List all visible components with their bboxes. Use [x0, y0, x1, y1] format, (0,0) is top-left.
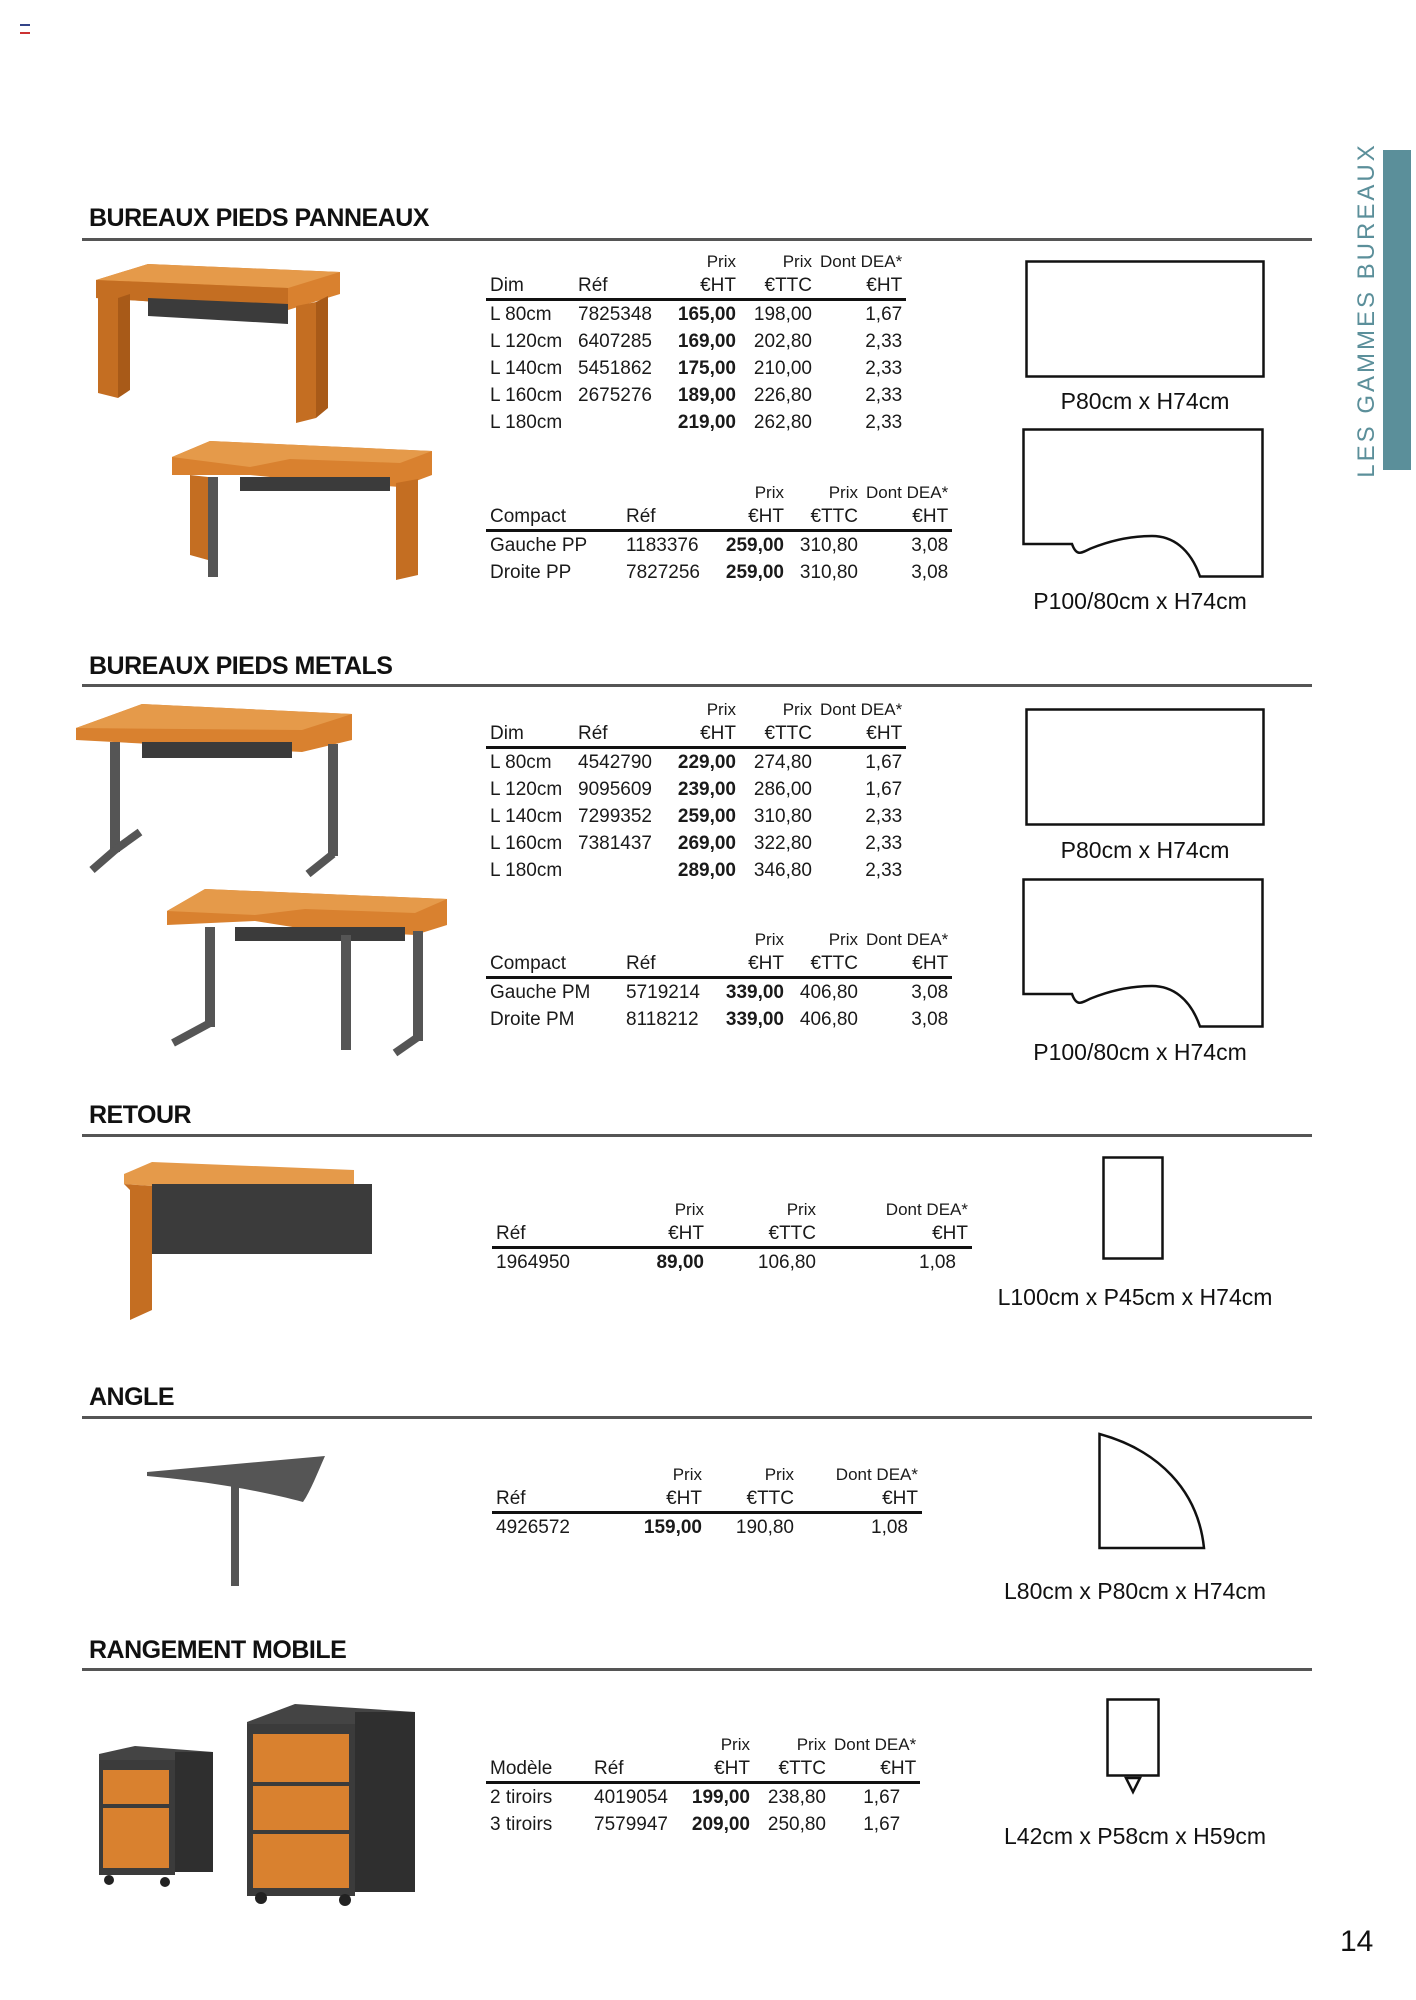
section-rule [82, 684, 1312, 687]
compact-desk-diagram [1022, 428, 1264, 578]
section-rule [82, 1416, 1312, 1419]
rangement-photo [95, 1700, 425, 1910]
table-row: L 140cm 5451862 175,00 210,00 2,33 [490, 358, 903, 379]
price-table-panneaux-compact: Prix Prix Dont DEA* Compact Réf €HT €TTC €HT Gauche PP 1183376 259,00 310,80 3,08 Droite PP 7827256 259,00 310,80 3,08 [486, 481, 952, 586]
retour-photo [122, 1160, 377, 1330]
table-row: Droite PM 8118212 339,00 406,80 3,08 [490, 1009, 949, 1030]
desk-compact-panneaux-photo [170, 435, 440, 585]
table-row: 3 tiroirs 7579947 209,00 250,80 1,67 [490, 1814, 901, 1835]
retour-diagram [1102, 1156, 1164, 1260]
price-table-metals-compact: Prix Prix Dont DEA* Compact Réf €HT €TTC €HT Gauche PM 5719214 339,00 406,80 3,08 Droite PM 8118212 339,00 406,80 3,08 [486, 928, 952, 1033]
rect-desk-diagram [1025, 260, 1265, 378]
table-row: L 120cm 9095609 239,00 286,00 1,67 [490, 779, 903, 800]
rect-desk-diagram [1025, 708, 1265, 826]
section-title-metals: BUREAUX PIEDS METALS [89, 652, 393, 680]
desk-metals-photo [72, 700, 362, 880]
price-table-panneaux: Prix Prix Dont DEA* Dim Réf €HT €TTC €HT L 80cm 7825348 165,00 198,00 1,67 L 120cm 6407285 169,00 202,80 2,33 L 140cm 5451862 175,00 210,00 2,33 L 160cm 2675276 189,00 226,80 2,33 L 180cm 219,00 262,80 2,33 [486, 250, 906, 436]
section-title-angle: ANGLE [89, 1383, 174, 1411]
corner-mark [20, 24, 30, 34]
table-row: L 80cm 4542790 229,00 274,80 1,67 [490, 752, 903, 773]
sidebar-tab [1383, 150, 1411, 470]
rangement-diagram [1106, 1698, 1162, 1796]
table-row: L 120cm 6407285 169,00 202,80 2,33 [490, 331, 903, 352]
dim-label: L42cm x P58cm x H59cm [1003, 1823, 1267, 1849]
section-title-retour: RETOUR [89, 1101, 192, 1129]
table-row: Gauche PP 1183376 259,00 310,80 3,08 [490, 535, 949, 556]
price-table-rangement: Prix Prix Dont DEA* Modèle Réf €HT €TTC €HT 2 tiroirs 4019054 199,00 238,80 1,67 3 tiroirs 7579947 209,00 250,80 1,67 [486, 1733, 920, 1838]
section-rule [82, 1134, 1312, 1137]
angle-diagram [1098, 1432, 1208, 1550]
table-row: L 80cm 7825348 165,00 198,00 1,67 [490, 304, 903, 325]
page-number: 14 [1340, 1925, 1374, 1958]
table-row: L 160cm 2675276 189,00 226,80 2,33 [490, 385, 903, 406]
table-row: L 180cm 219,00 262,80 2,33 [490, 412, 903, 433]
dim-label: P100/80cm x H74cm [1033, 1039, 1247, 1065]
section-title-rangement: RANGEMENT MOBILE [89, 1636, 347, 1664]
angle-photo [145, 1450, 335, 1590]
dim-label: P100/80cm x H74cm [1033, 588, 1247, 614]
desk-panneaux-photo [88, 258, 353, 428]
table-row: 1964950 89,00 106,80 1,08 [496, 1252, 956, 1273]
table-row: 4926572 159,00 190,80 1,08 [496, 1517, 908, 1538]
table-row: Droite PP 7827256 259,00 310,80 3,08 [490, 562, 949, 583]
section-rule [82, 238, 1312, 241]
table-row: 2 tiroirs 4019054 199,00 238,80 1,67 [490, 1787, 901, 1808]
price-table-metals: Prix Prix Dont DEA* Dim Réf €HT €TTC €HT L 80cm 4542790 229,00 274,80 1,67 L 120cm 9095609 239,00 286,00 1,67 L 140cm 7299352 259,00 310,80 2,33 L 160cm 7381437 269,00 322,80 2,33 L 180cm 289,00 346,80 2,33 [486, 698, 906, 884]
dim-label: P80cm x H74cm [1060, 837, 1230, 863]
table-row: L 140cm 7299352 259,00 310,80 2,33 [490, 806, 903, 827]
desk-compact-metals-photo [165, 885, 455, 1055]
table-row: Gauche PM 5719214 339,00 406,80 3,08 [490, 982, 949, 1003]
dim-label: P80cm x H74cm [1060, 388, 1230, 414]
dim-label: L100cm x P45cm x H74cm [997, 1284, 1273, 1310]
sidebar-label: LES GAMMES BUREAUX [1353, 142, 1380, 478]
dim-label: L80cm x P80cm x H74cm [1003, 1578, 1267, 1604]
table-row: L 180cm 289,00 346,80 2,33 [490, 860, 903, 881]
price-table-retour: Prix Prix Dont DEA* Réf €HT €TTC €HT 1964950 89,00 106,80 1,08 [492, 1198, 972, 1276]
table-row: L 160cm 7381437 269,00 322,80 2,33 [490, 833, 903, 854]
section-title-panneaux: BUREAUX PIEDS PANNEAUX [89, 204, 429, 232]
compact-desk-diagram [1022, 878, 1264, 1028]
price-table-angle: Prix Prix Dont DEA* Réf €HT €TTC €HT 4926572 159,00 190,80 1,08 [492, 1463, 922, 1541]
section-rule [82, 1668, 1312, 1671]
